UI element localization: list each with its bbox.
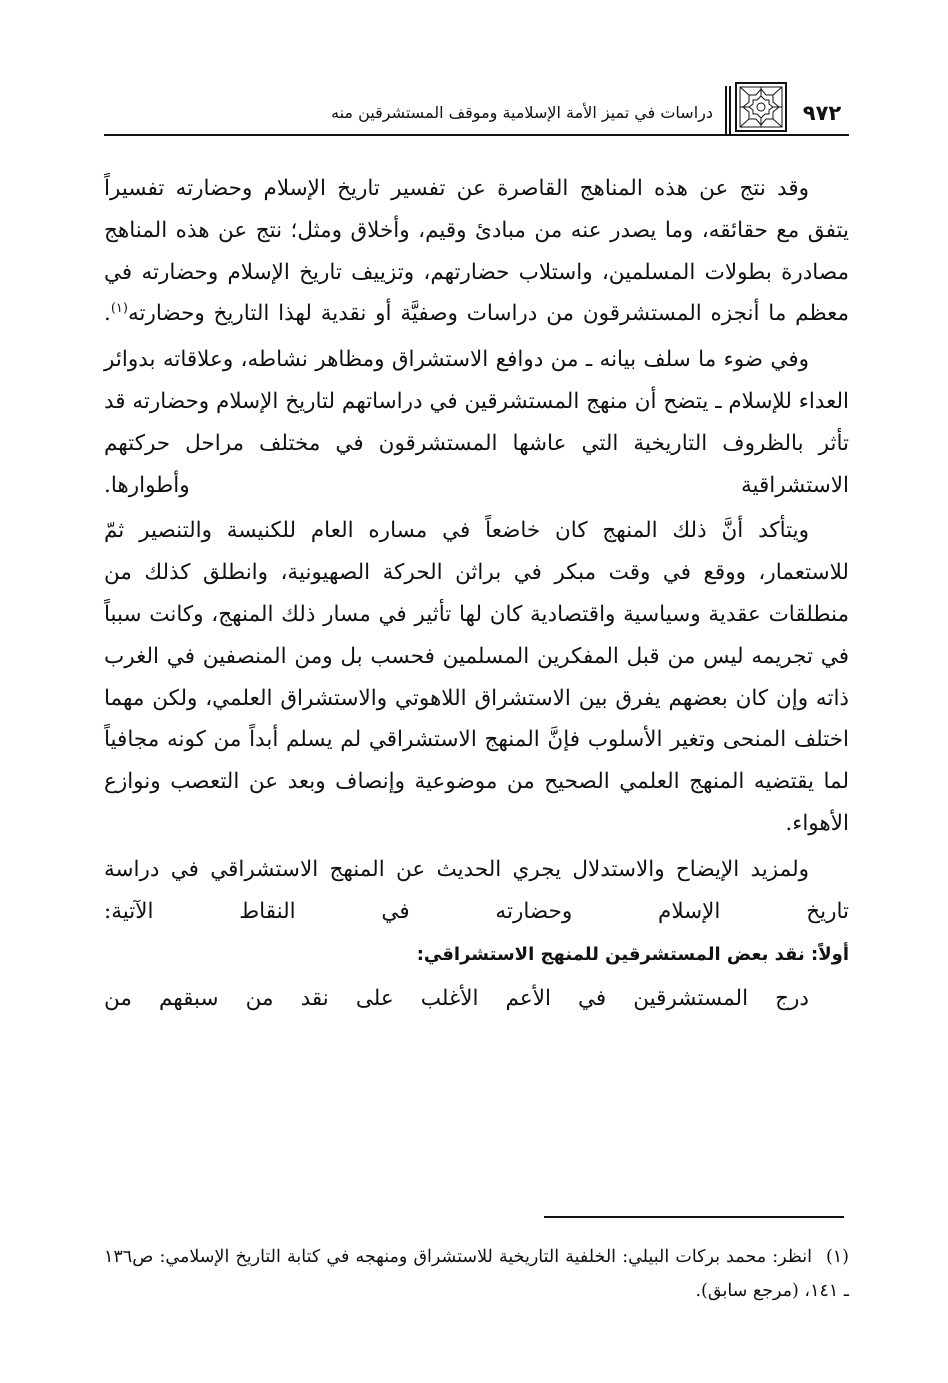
footnote-marker: (١) (825, 1247, 849, 1267)
running-title: دراسات في تميز الأمة الإسلامية وموقف المستشرقين منه (331, 103, 713, 122)
header-rule (104, 134, 849, 136)
paragraph-1-text: وقد نتج عن هذه المناهج القاصرة عن تفسير تاريخ الإسلام وحضارته تفسيراً يتفق مع حقائقه، وما يصدر عنه من مبادئ وقيم، وأخلاق ومثل؛ نتج عن هذه المناهج مصادرة بطولات المسلمين، واستلاب حضارتهم، وتزييف تاريخ الإسلام وحضارته في معظم ما أنجزه المستشرقون من دراسات وصفيَّة أو نقدية لهذا التاريخ وحضارته (104, 176, 849, 327)
running-header (104, 80, 849, 136)
footnote-rule (544, 1216, 844, 1218)
paragraph-1-end: . (104, 301, 111, 327)
footnote-ref-1: (١) (110, 301, 128, 317)
paragraph-5: درج المستشرقين في الأعم الأغلب على نقد من سبقهم من (104, 986, 809, 1012)
paragraph-4: ولمزيد الإيضاح والاستدلال يجري الحديث عن المنهج الاستشراقي في دراسة تاريخ الإسلام وحضارته في النقاط الآتية: (104, 856, 849, 924)
section-heading: أولاً: نقد بعض المستشرقين للمنهج الاستشراقي: (416, 944, 849, 966)
paragraph-3: ويتأكد أنَّ ذلك المنهج كان خاضعاً في مساره العام للكنيسة والتنصير ثمّ للاستعمار، ووقع في وقت مبكر في براثن الحركة الصهيونية، وانطلق كذلك من منطلقات عقدية وسياسية واقتصادية كان لها تأثير في مسار ذلك المنهج، وكانت سبباً في تجريمه ليس من قبل المفكرين المسلمين فحسب بل ومن المنصفين في الغرب ذاته وإن كان بعضهم يفرق بين الاستشراق اللاهوتي والاستشراق العلمي، ولكن مهما اختلف المنحى وتغير الأسلوب فإنَّ المنهج الاستشراقي لم يسلم أبداً من كونه مجافياً لما يقتضيه المنهج العلمي الصحيح من موضوعية وإنصاف وبعد عن التعصب ونوازع الأهواء. (104, 518, 849, 836)
geometric-ornament-icon (735, 82, 787, 132)
paragraph-1 (104, 168, 849, 335)
footnote (104, 1240, 849, 1308)
footnote-text: انظر: محمد بركات البيلي: الخلفية التاريخية للاستشراق ومنهجه في كتابة التاريخ الإسلامي: ص١٣٦ ـ ١٤١، (مرجع سابق). (104, 1247, 849, 1301)
page-number: ٩٧٢ (802, 101, 842, 125)
header-divider-bar (725, 86, 731, 134)
paragraph-2: وفي ضوء ما سلف بيانه ـ من دوافع الاستشراق ومظاهر نشاطه، وعلاقاته بدوائر العداء للإسلام ـ يتضح أن منهج المستشرقين في دراساتهم لتاريخ الإسلام وحضارته قد تأثر بالظروف التاريخية التي عاشها المستشرقون في مختلف مراحل حركتهم الاستشراقية وأطوارها. (104, 347, 849, 498)
main-text (104, 168, 849, 1024)
